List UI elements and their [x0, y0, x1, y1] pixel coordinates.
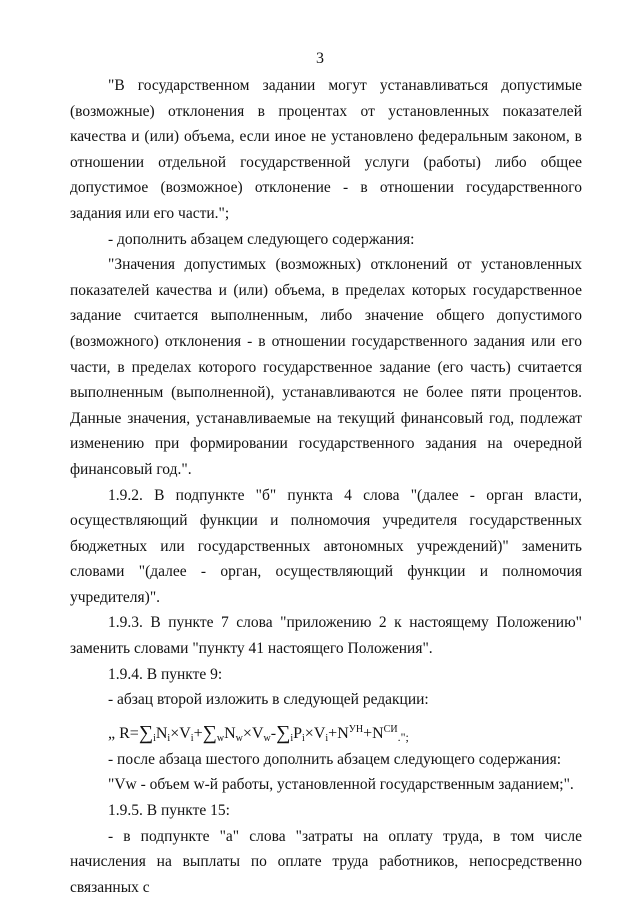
paragraph-after-sixth: - после абзаца шестого дополнить абзацем следующего содержания:: [108, 750, 562, 768]
sum-symbol: ∑: [276, 721, 291, 744]
sum-symbol: ∑: [138, 721, 154, 744]
paragraph-1-9-2: 1.9.2. В подпункте "б" пункта 4 слова "(далее - орган власти, осуществляющий функции и полномочия учредителя государственных бюджетных или государственных автономных учреждений)" заменить словами "(далее - орган, осуществляющий функции и полномочия учредителя)".: [70, 486, 582, 606]
paragraph-1-9-3: 1.9.3. В пункте 7 слова "приложению 2 к настоящему Положению" заменить словами "пункту 41 настоящего Положения".: [70, 614, 582, 658]
paragraph-1-9-4: 1.9.4. В пункте 9:: [108, 665, 223, 683]
paragraph-abzac-vtoroy: - абзац второй изложить в следующей редакции:: [108, 691, 429, 709]
page-number: 3: [316, 50, 324, 67]
paragraph-1-9-5: 1.9.5. В пункте 15:: [108, 802, 230, 820]
formula: „ $R=\sum_iN_i\times V_i+\sum_wN_w\times V_w-\sum_iP_i\times V_i+N^{УН}+N^{СИ}$.";: [108, 721, 409, 744]
document-body: [70, 73, 582, 900]
paragraph-quoted-deviation: "В государственном задании могут устанавливаться допустимые (возможные) отклонения в процентах от установленных показателей качества и (или) объема, если иное не установлено федеральным законом, в отношении отдельной государственной услуги (работы) либо общее допустимое (возможное) отклонение - в отношении государственного задания или его части.";: [70, 77, 582, 222]
formula-tail: .";: [397, 729, 409, 744]
paragraph-add-clause: - дополнить абзацем следующего содержания:: [108, 230, 415, 248]
formula-open-quote: „: [108, 724, 116, 742]
sum-symbol: ∑: [202, 721, 217, 744]
paragraph-quoted-values: "Значения допустимых (возможных) отклонений от установленных показателей качества и (или) объема, в пределах которых государственное задание считается выполненным, либо значение общего допустимого (возможного) отклонения - в отношении государственного задания или его части, в пределах которого государственное задание (его часть) считается выполненным (выполненной), устанавливаются не более пяти процентов. Данные значения, устанавливаемые на текущий финансовый год, подлежат изменению при формировании государственного задания на очередной финансовый год.".: [70, 256, 582, 478]
paragraph-subpoint-a: - в подпункте "а" слова "затраты на оплату труда, в том числе начисления на выплаты по оплате труда работников, непосредственно связанных с: [70, 827, 582, 896]
paragraph-vw-definition: "Vw - объем w-й работы, установленной государственным заданием;".: [108, 776, 574, 794]
